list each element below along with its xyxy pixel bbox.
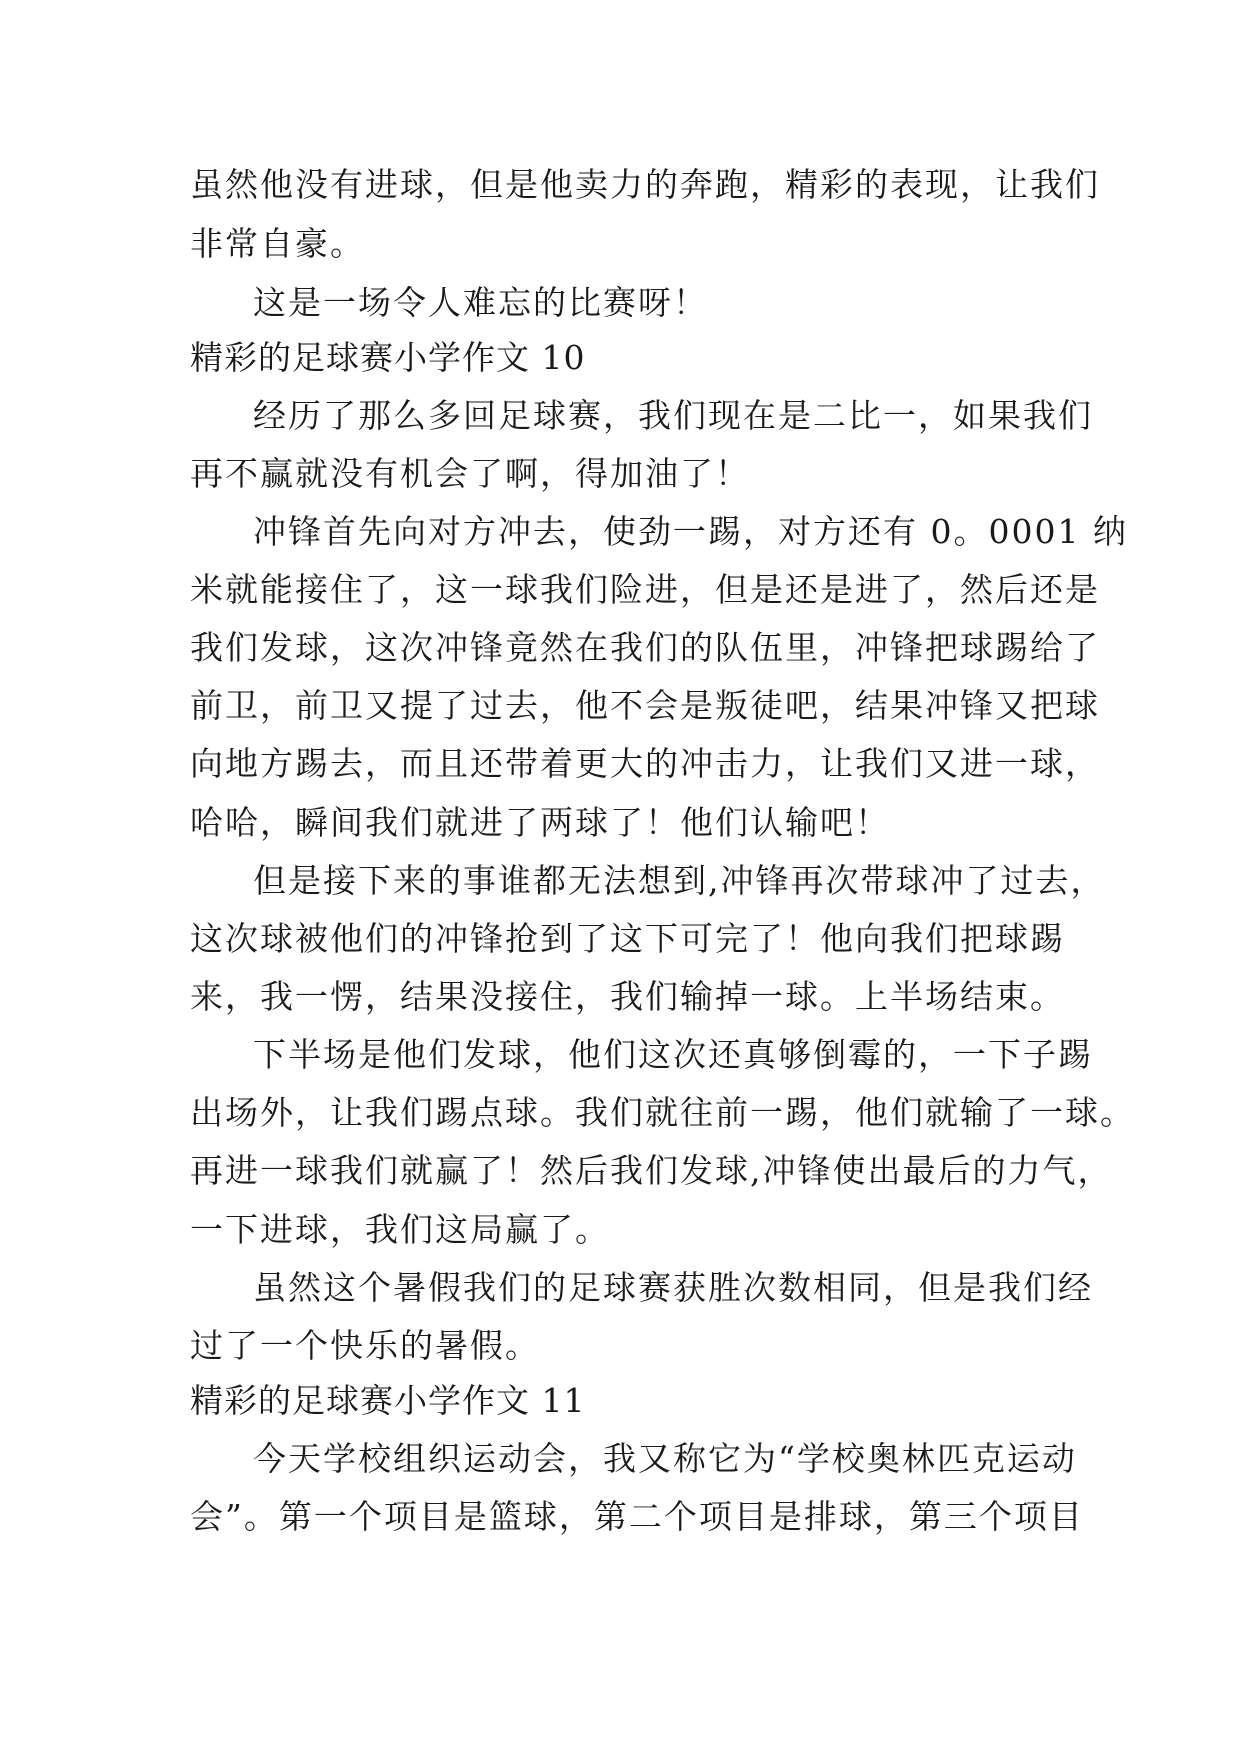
body-line: 虽然他没有进球，但是他卖力的奔跑，精彩的表现，让我们 (190, 165, 1100, 204)
section-heading: 精彩的足球赛小学作文 11 (190, 1381, 586, 1420)
body-line: 过了一个快乐的暑假。 (190, 1326, 540, 1365)
body-line: 来，我一愣，结果没接住，我们输掉一球。上半场结束。 (190, 977, 1065, 1016)
body-line: 经历了那么多回足球赛，我们现在是二比一，如果我们 (253, 396, 1093, 435)
body-line: 前卫，前卫又提了过去，他不会是叛徒吧，结果冲锋又把球 (190, 686, 1100, 725)
body-line: 但是接下来的事谁都无法想到,冲锋再次带球冲了过去， (253, 861, 1106, 900)
body-line: 下半场是他们发球，他们这次还真够倒霉的，一下子踢 (253, 1035, 1093, 1074)
body-line: 向地方踢去，而且还带着更大的冲击力，让我们又进一球， (190, 744, 1100, 783)
body-line: 一下进球，我们这局赢了。 (190, 1210, 610, 1249)
body-line: 再进一球我们就赢了！然后我们发球,冲锋使出最后的力气， (190, 1151, 1113, 1190)
body-line: 哈哈，瞬间我们就进了两球了！他们认输吧！ (190, 803, 890, 842)
body-line: 米就能接住了，这一球我们险进，但是还是进了，然后还是 (190, 570, 1100, 609)
body-line: 会”。第一个项目是篮球，第二个项目是排球，第三个项目 (190, 1497, 1084, 1536)
body-line: 出场外，让我们踢点球。我们就往前一踢，他们就输了一球。 (190, 1093, 1135, 1132)
body-line: 非常自豪。 (190, 224, 365, 263)
body-line: 这次球被他们的冲锋抢到了这下可完了！他向我们把球踢 (190, 919, 1065, 958)
body-line: 再不赢就没有机会了啊，得加油了！ (190, 454, 750, 493)
section-heading: 精彩的足球赛小学作文 10 (190, 338, 586, 377)
body-line: 我们发球，这次冲锋竟然在我们的队伍里，冲锋把球踢给了 (190, 628, 1100, 667)
body-line: 虽然这个暑假我们的足球赛获胜次数相同，但是我们经 (253, 1268, 1093, 1307)
body-line: 今天学校组织运动会，我又称它为“学校奥林匹克运动 (253, 1439, 1077, 1478)
body-line: 这是一场令人难忘的比赛呀！ (253, 283, 708, 322)
body-line: 冲锋首先向对方冲去，使劲一踢，对方还有 0。0001 纳 (253, 512, 1128, 551)
